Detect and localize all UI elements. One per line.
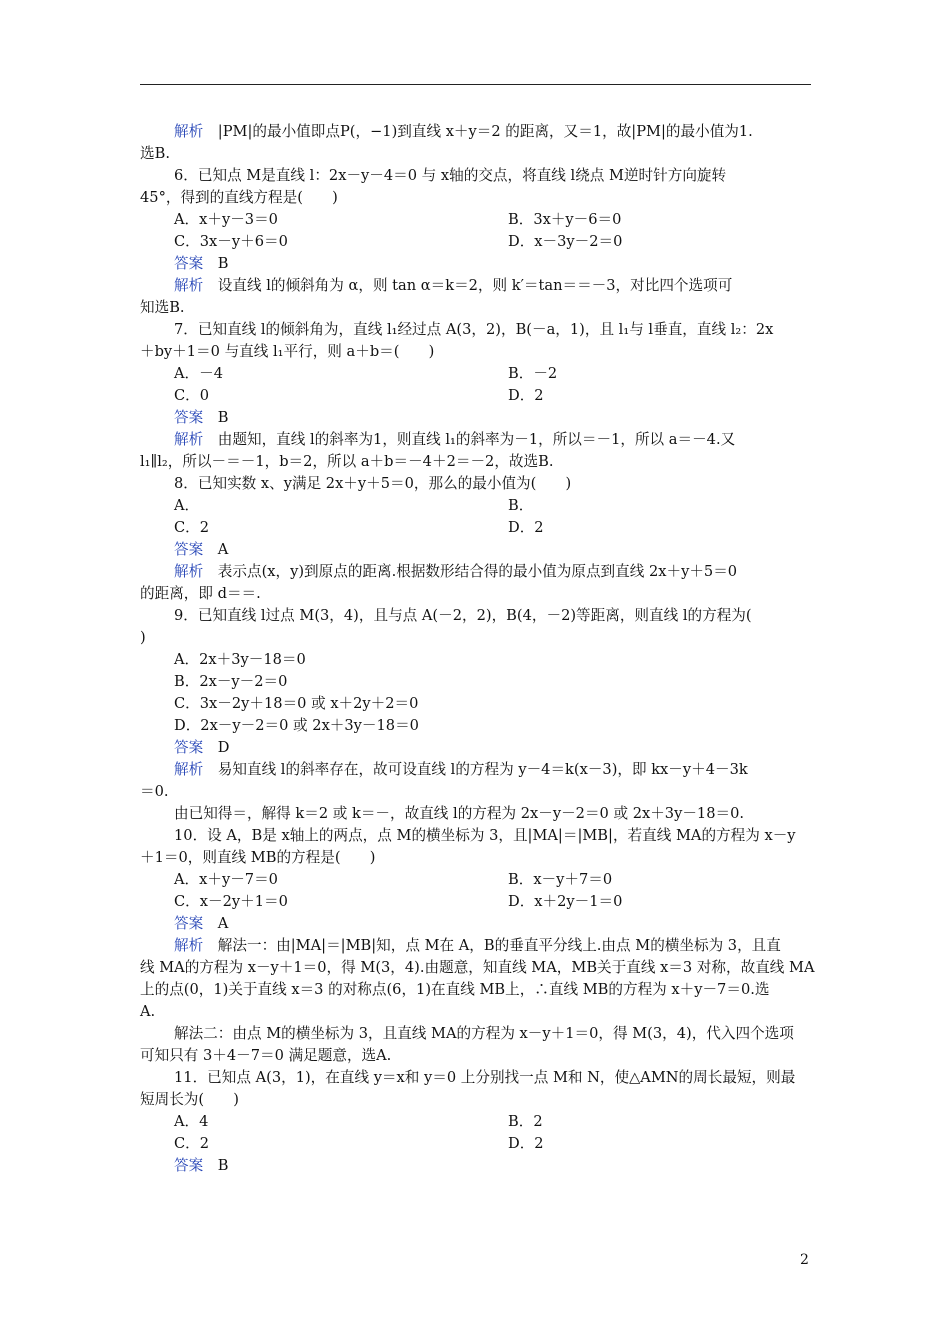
answer-label: 答案: [174, 255, 204, 272]
q10-explanation: [140, 935, 846, 957]
q9-option-b: B．2x－y－2＝0: [174, 673, 288, 690]
q10-answer-value: A: [203, 915, 229, 932]
q9-option-a: A．2x＋3y－18＝0: [174, 651, 306, 668]
q10-explanation-cont2: 上的点(0，1)关于直线 x＝3 的对称点(6，1)在直线 MB上，∴直线 MB的方程为 x＋y－7＝0.选: [140, 981, 770, 998]
q7-answer: [140, 407, 846, 429]
q10-method2-cont: 可知只有 3＋4－7＝0 满足题意，选A.: [140, 1047, 392, 1064]
explanation-label: 解析: [174, 937, 204, 954]
q8-explanation-cont: 的距离，即 d＝＝.: [140, 585, 261, 602]
explanation-label: 解析: [174, 563, 204, 580]
q7-option-b: B．－2: [508, 365, 558, 382]
q6-explanation: [140, 275, 846, 297]
q8-option-c: C．2: [174, 519, 210, 536]
q7-answer-value: B: [203, 409, 229, 426]
q9-answer: [140, 737, 846, 759]
q11-option-a: A．4: [174, 1113, 209, 1130]
q10-explanation-cont: 线 MA的方程为 x－y＋1＝0，得 M(3，4).由题意，知直线 MA，MB关于直线 x＝3 对称，故直线 MA: [140, 959, 815, 976]
explanation-label: 解析: [174, 761, 204, 778]
explanation-label: 解析: [174, 277, 204, 294]
q8-option-a: A．: [174, 497, 200, 514]
q6-option-b: B．3x＋y－6＝0: [508, 211, 622, 228]
q10-option-a: A．x＋y－7＝0: [174, 871, 278, 888]
q10-option-c: C．x－2y＋1＝0: [174, 893, 288, 910]
answer-label: 答案: [174, 541, 204, 558]
q7-explanation-cont: l₁∥l₂，所以－＝－1，b＝2，所以 a＋b＝－4＋2＝－2，故选B.: [140, 453, 554, 470]
q9-option-d: D．2x－y－2＝0 或 2x＋3y－18＝0: [174, 717, 419, 734]
q11-answer-value: B: [203, 1157, 229, 1174]
q11-option-d: D．2: [508, 1135, 544, 1152]
q5-explanation: [140, 121, 846, 143]
q8-answer-value: A: [203, 541, 229, 558]
q9-option-c: C．3x－2y＋18＝0 或 x＋2y＋2＝0: [174, 695, 419, 712]
q10-option-b: B．x－y＋7＝0: [508, 871, 613, 888]
q10-option-d: D．x＋2y－1＝0: [508, 893, 623, 910]
q8-answer: [140, 539, 846, 561]
q9-explanation-text: 易知直线 l的斜率存在，故可设直线 l的方程为 y－4＝k(x－3)，即 kx－y＋4－3k: [203, 761, 748, 778]
q9-stem-cont: ): [140, 629, 146, 646]
q7-option-d: D．2: [508, 387, 544, 404]
q7-stem: 7．已知直线 l的倾斜角为，直线 l₁经过点 A(3，2)，B(－a，1)，且 l₁与 l垂直，直线 l₂：2x: [174, 321, 774, 338]
q9-explanation-cont: ＝0.: [140, 783, 169, 800]
q10-stem-cont: ＋1＝0，则直线 MB的方程是( ): [140, 849, 376, 866]
explanation-label: 解析: [174, 431, 204, 448]
q7-stem-cont: ＋by＋1＝0 与直线 l₁平行，则 a＋b＝( ): [140, 343, 435, 360]
answer-label: 答案: [174, 409, 204, 426]
q6-explanation-cont: 知选B.: [140, 299, 185, 316]
q6-explanation-text: 设直线 l的倾斜角为 α，则 tan α＝k＝2，则 k′＝tan＝＝－3，对比四个选项可: [203, 277, 733, 294]
q9-answer-value: D: [203, 739, 230, 756]
q8-explanation: [140, 561, 846, 583]
answer-label: 答案: [174, 1157, 204, 1174]
q10-answer: [140, 913, 846, 935]
q6-option-a: A．x＋y－3＝0: [174, 211, 278, 228]
q11-stem-cont: 短周长为( ): [140, 1091, 239, 1108]
q11-option-c: C．2: [174, 1135, 210, 1152]
answer-label: 答案: [174, 915, 204, 932]
q7-option-a: A．－4: [174, 365, 224, 382]
q9-explanation: [140, 759, 846, 781]
explanation-label: 解析: [174, 123, 204, 140]
q7-option-c: C．0: [174, 387, 210, 404]
q5-explanation-text: |PM|的最小值即点P(，−1)到直线 x＋y＝2 的距离，又＝1，故|PM|的最小值为1.: [203, 123, 753, 140]
q10-explanation-cont3: A.: [140, 1003, 156, 1020]
q6-option-d: D．x－3y－2＝0: [508, 233, 623, 250]
q11-stem: 11．已知点 A(3，1)，在直线 y＝x和 y＝0 上分别找一点 M和 N，使△AMN的周长最短，则最: [174, 1069, 796, 1086]
q9-explanation-cont2: 由已知得＝，解得 k＝2 或 k＝－，故直线 l的方程为 2x－y－2＝0 或 2x＋3y－18＝0.: [174, 805, 745, 822]
q8-option-d: D．2: [508, 519, 544, 536]
answer-label: 答案: [174, 739, 204, 756]
q6-option-c: C．3x－y＋6＝0: [174, 233, 288, 250]
q6-answer-value: B: [203, 255, 229, 272]
q9-stem: 9．已知直线 l过点 M(3，4)，且与点 A(－2，2)，B(4，－2)等距离，则直线 l的方程为(: [174, 607, 752, 624]
q8-explanation-text: 表示点(x，y)到原点的距离.根据数形结合得的最小值为原点到直线 2x＋y＋5＝0: [203, 563, 738, 580]
q10-method2: 解法二：由点 M的横坐标为 3，且直线 MA的方程为 x－y＋1＝0，得 M(3，4)，代入四个选项: [174, 1025, 794, 1042]
q7-explanation: [140, 429, 846, 451]
header-rule: [140, 84, 811, 85]
q11-answer: [140, 1155, 846, 1177]
q10-explanation-text: 解法一：由|MA|＝|MB|知，点 M在 A，B的垂直平分线上.由点 M的横坐标为 3，且直: [203, 937, 781, 954]
q10-stem: 10．设 A，B是 x轴上的两点，点 M的横坐标为 3，且|MA|＝|MB|，若直线 MA的方程为 x－y: [174, 827, 796, 844]
q5-explanation-cont: 选B.: [140, 145, 170, 162]
q8-stem: 8．已知实数 x、y满足 2x＋y＋5＝0，那么的最小值为( ): [174, 475, 572, 492]
page-number: 2: [800, 1252, 809, 1268]
q6-stem-cont: 45°，得到的直线方程是( ): [140, 189, 338, 206]
q6-answer: [140, 253, 846, 275]
q6-stem: 6．已知点 M是直线 l：2x－y－4＝0 与 x轴的交点，将直线 l绕点 M逆时针方向旋转: [174, 167, 727, 184]
q8-option-b: B．: [508, 497, 534, 514]
q11-option-b: B．2: [508, 1113, 543, 1130]
q7-explanation-text: 由题知，直线 l的斜率为1，则直线 l₁的斜率为－1，所以＝－1，所以 a＝－4.又: [203, 431, 736, 448]
